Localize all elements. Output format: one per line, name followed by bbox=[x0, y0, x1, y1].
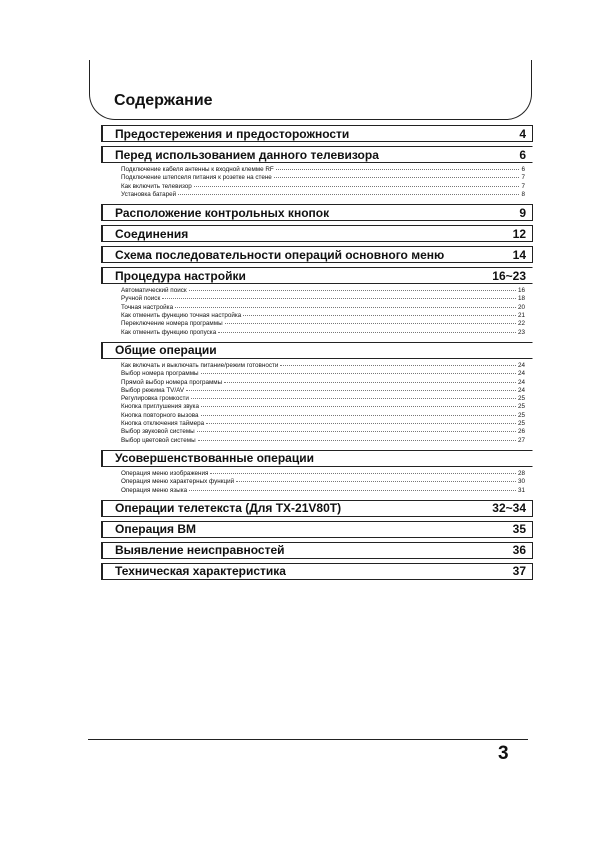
toc-item-label: Выбор режима TV/AV bbox=[121, 386, 185, 394]
toc-section-heading[interactable] bbox=[101, 246, 533, 263]
dot-leader bbox=[201, 406, 516, 407]
dot-leader bbox=[175, 307, 516, 308]
toc-item-page: 16 bbox=[517, 287, 525, 295]
dot-leader bbox=[236, 481, 516, 482]
toc-item[interactable] bbox=[121, 329, 525, 337]
dot-leader bbox=[224, 382, 516, 383]
toc-item-page: 25 bbox=[517, 403, 525, 411]
toc-section bbox=[101, 521, 533, 538]
section-page-number: 16~23 bbox=[492, 268, 526, 283]
toc-item[interactable] bbox=[121, 428, 525, 436]
dot-leader bbox=[280, 365, 516, 366]
section-page-number: 14 bbox=[512, 247, 526, 262]
toc-item-page: 18 bbox=[517, 295, 525, 303]
toc-item-label: Выбор цветовой системы bbox=[121, 436, 196, 444]
toc-item[interactable] bbox=[121, 166, 525, 174]
toc-item-page: 31 bbox=[517, 486, 525, 494]
toc-item-label: Как отменить функцию точная настройка bbox=[121, 312, 242, 320]
toc-section bbox=[101, 500, 533, 517]
section-page-number: 32~34 bbox=[492, 501, 526, 516]
dot-leader bbox=[162, 298, 516, 299]
toc-subitems bbox=[101, 359, 533, 446]
toc-item[interactable] bbox=[121, 478, 525, 486]
toc-item-label: Регулировка громкости bbox=[121, 395, 189, 403]
toc-item[interactable] bbox=[121, 379, 525, 387]
section-page-number: 36 bbox=[512, 543, 526, 558]
toc-section-heading[interactable] bbox=[101, 450, 533, 467]
toc-section bbox=[101, 450, 533, 496]
page-title: Содержание bbox=[114, 92, 213, 109]
section-title: Общие операции bbox=[115, 343, 217, 358]
toc-item-page: 8 bbox=[521, 190, 525, 198]
toc-item-page: 24 bbox=[517, 361, 525, 369]
toc-item-label: Точная настройка bbox=[121, 303, 174, 311]
table-of-contents bbox=[101, 125, 533, 584]
toc-item-page: 21 bbox=[517, 312, 525, 320]
toc-section bbox=[101, 542, 533, 559]
toc-section-heading[interactable] bbox=[101, 563, 533, 580]
toc-section-heading[interactable] bbox=[101, 146, 533, 163]
dot-leader bbox=[189, 490, 516, 491]
toc-item-page: 7 bbox=[521, 174, 525, 182]
toc-section-heading[interactable] bbox=[101, 267, 533, 284]
section-title: Предостережения и предосторожности bbox=[115, 126, 350, 141]
page-number: 3 bbox=[498, 743, 509, 764]
toc-item-page: 27 bbox=[517, 436, 525, 444]
toc-subitems bbox=[101, 163, 533, 200]
section-title: Соединения bbox=[115, 226, 189, 241]
dot-leader bbox=[201, 373, 516, 374]
toc-item-label: Переключение номера программы bbox=[121, 320, 223, 328]
toc-item-label: Установка батарей bbox=[121, 190, 177, 198]
toc-item-page: 25 bbox=[517, 411, 525, 419]
section-title: Выявление неисправностей bbox=[115, 543, 285, 558]
toc-item[interactable] bbox=[121, 395, 525, 403]
toc-item[interactable] bbox=[121, 312, 525, 320]
toc-section bbox=[101, 125, 533, 142]
toc-item-label: Подключение кабеля антенны к входной клемме RF bbox=[121, 166, 274, 173]
section-title: Перед использованием данного телевизора bbox=[115, 147, 379, 162]
toc-item-page: 26 bbox=[517, 428, 525, 436]
toc-section-heading[interactable] bbox=[101, 500, 533, 517]
toc-item-label: Ручной поиск bbox=[121, 295, 161, 303]
dot-leader bbox=[198, 440, 516, 441]
toc-item[interactable] bbox=[121, 304, 525, 312]
section-title: Техническая характеристика bbox=[115, 564, 286, 579]
section-title: Схема последовательности операций основного меню bbox=[115, 247, 445, 262]
section-page-number: 37 bbox=[512, 564, 526, 579]
toc-item-page: 22 bbox=[517, 320, 525, 328]
toc-item-page: 25 bbox=[517, 395, 525, 403]
section-title: Расположение контрольных кнопок bbox=[115, 205, 330, 220]
toc-item-label: Прямой выбор номера программы bbox=[121, 378, 223, 386]
toc-item[interactable] bbox=[121, 320, 525, 328]
toc-item-page: 20 bbox=[517, 303, 525, 311]
toc-item-page: 28 bbox=[517, 469, 525, 477]
section-page-number: 35 bbox=[512, 522, 526, 537]
toc-section-heading[interactable] bbox=[101, 542, 533, 559]
section-title: Операции телетекста (Для TX-21V80T) bbox=[115, 501, 342, 516]
dot-leader bbox=[197, 431, 516, 432]
section-title: Процедура настройки bbox=[115, 268, 246, 283]
toc-item[interactable] bbox=[121, 470, 525, 478]
toc-item[interactable] bbox=[121, 287, 525, 295]
toc-item[interactable] bbox=[121, 412, 525, 420]
toc-item-label: Как включать и выключать питание/режим готовности bbox=[121, 361, 279, 369]
toc-section bbox=[101, 146, 533, 200]
section-title: Операция ВМ bbox=[115, 522, 197, 537]
toc-item[interactable] bbox=[121, 370, 525, 378]
dot-leader bbox=[274, 177, 520, 178]
toc-item-page: 24 bbox=[517, 378, 525, 386]
dot-leader bbox=[194, 186, 520, 187]
toc-item-label: Выбор звуковой системы bbox=[121, 428, 195, 436]
section-page-number: 6 bbox=[519, 147, 526, 162]
toc-section bbox=[101, 246, 533, 263]
toc-item[interactable] bbox=[121, 183, 525, 191]
dot-leader bbox=[276, 169, 520, 170]
dot-leader bbox=[178, 194, 519, 195]
toc-item-label: Операция меню языка bbox=[121, 486, 188, 494]
toc-item-label: Кнопка приглушения звука bbox=[121, 403, 199, 411]
dot-leader bbox=[191, 398, 516, 399]
toc-item-label: Операция меню характерных функций bbox=[121, 478, 235, 486]
section-page-number: 12 bbox=[512, 226, 526, 241]
toc-section bbox=[101, 563, 533, 580]
toc-section-heading[interactable] bbox=[101, 342, 533, 359]
toc-item-label: Как отменить функцию пропуска bbox=[121, 328, 217, 336]
toc-item-page: 7 bbox=[521, 182, 525, 190]
toc-item[interactable] bbox=[121, 295, 525, 303]
toc-subitems bbox=[101, 284, 533, 338]
toc-item-page: 30 bbox=[517, 478, 525, 486]
toc-item-page: 24 bbox=[517, 370, 525, 378]
toc-item[interactable] bbox=[121, 403, 525, 411]
dot-leader bbox=[243, 315, 516, 316]
toc-section bbox=[101, 204, 533, 221]
toc-item[interactable] bbox=[121, 174, 525, 182]
toc-item-page: 25 bbox=[517, 420, 525, 428]
dot-leader bbox=[218, 332, 516, 333]
toc-item[interactable] bbox=[121, 387, 525, 395]
section-page-number: 4 bbox=[519, 126, 526, 141]
toc-section-heading[interactable] bbox=[101, 225, 533, 242]
toc-item-page: 24 bbox=[517, 386, 525, 394]
toc-section bbox=[101, 225, 533, 242]
toc-section-heading[interactable] bbox=[101, 125, 533, 142]
section-page-number: 9 bbox=[519, 205, 526, 220]
dot-leader bbox=[210, 473, 516, 474]
toc-section-heading[interactable] bbox=[101, 521, 533, 538]
toc-section bbox=[101, 342, 533, 446]
toc-item-label: Операция меню изображения bbox=[121, 469, 209, 477]
title-frame bbox=[89, 60, 532, 120]
toc-section-heading[interactable] bbox=[101, 204, 533, 221]
footer-rule bbox=[88, 739, 528, 740]
toc-item[interactable] bbox=[121, 487, 525, 495]
toc-item-label: Кнопка отключения таймера bbox=[121, 420, 205, 428]
dot-leader bbox=[186, 390, 516, 391]
toc-item-label: Как включить телевизор bbox=[121, 182, 192, 190]
toc-item-label: Выбор номера программы bbox=[121, 370, 199, 378]
toc-item[interactable] bbox=[121, 191, 525, 199]
toc-item-label: Автоматический поиск bbox=[121, 287, 187, 295]
toc-item[interactable] bbox=[121, 437, 525, 445]
toc-item-page: 6 bbox=[521, 166, 525, 173]
toc-item-page: 23 bbox=[517, 328, 525, 336]
dot-leader bbox=[206, 423, 516, 424]
toc-item-label: Подключение штепселя питания к розетке на стене bbox=[121, 174, 272, 182]
dot-leader bbox=[225, 323, 516, 324]
section-title: Усовершенствованные операции bbox=[115, 451, 314, 466]
dot-leader bbox=[189, 290, 516, 291]
toc-section bbox=[101, 267, 533, 338]
toc-item-label: Кнопка повторного вызова bbox=[121, 411, 199, 419]
toc-subitems bbox=[101, 467, 533, 496]
dot-leader bbox=[201, 415, 516, 416]
